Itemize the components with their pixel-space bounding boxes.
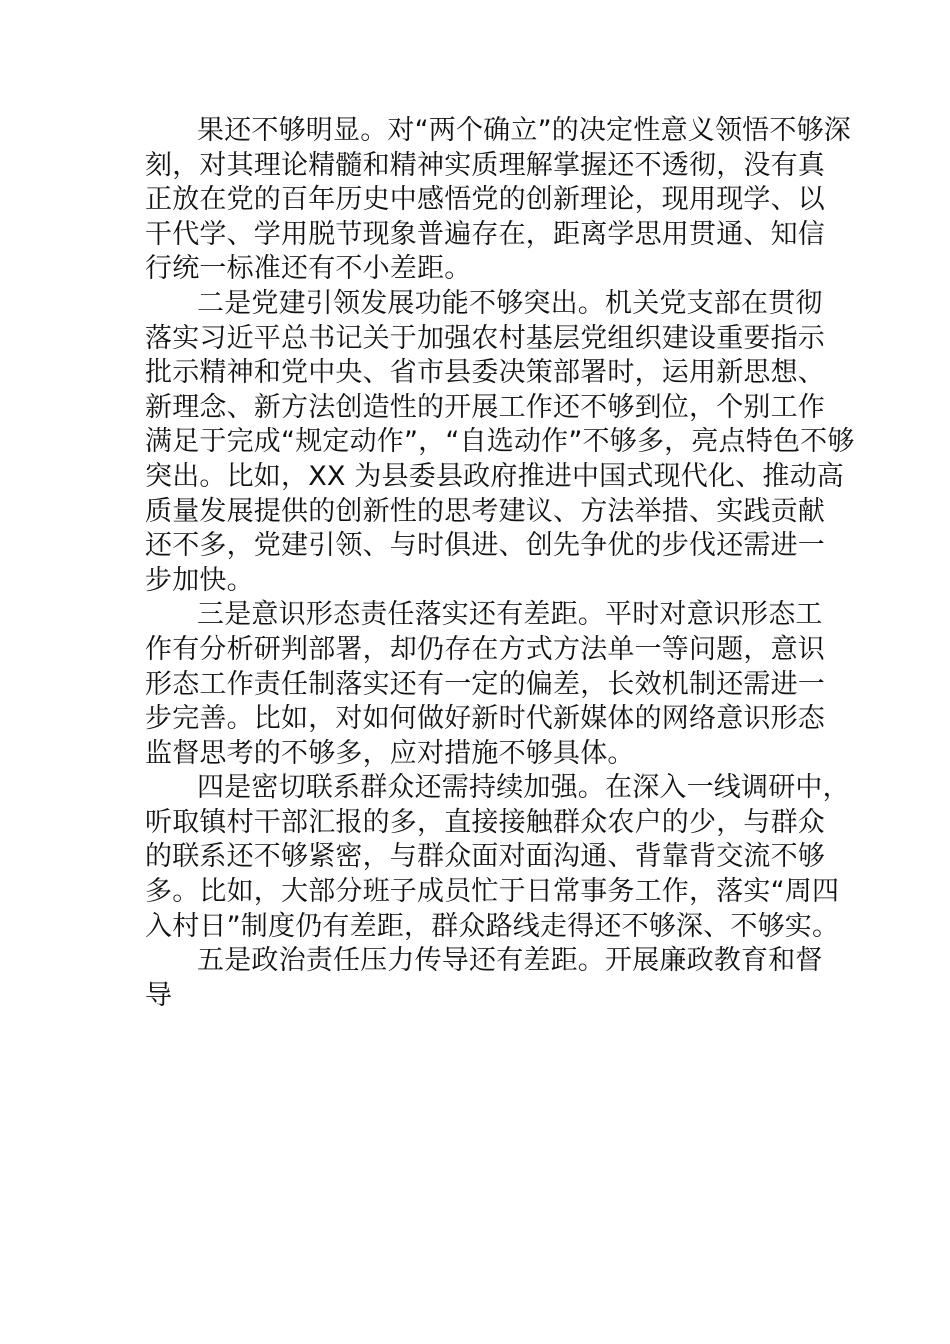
text-line: 监督思考的不够多，应对措施不够具体。: [145, 737, 635, 769]
text-line: 的联系还不够紧密，与群众面对面沟通、背靠背交流不够: [145, 841, 825, 873]
text-line: 干代学、学用脱节现象普遍存在，距离学思用贯通、知信: [145, 218, 825, 250]
text-line: 入村日”制度仍有差距，群众路线走得还不够深、不够实。: [145, 910, 840, 942]
text-line: 果还不够明显。对“两个确立”的决定性意义领悟不够深: [197, 115, 851, 146]
text-line: 满足于完成“规定动作”，“自选动作”不够多，亮点特色不够: [145, 426, 855, 458]
text-line: 新理念、新方法创造性的开展工作还不够到位，个别工作: [145, 391, 825, 423]
paragraph-party-building: [145, 287, 855, 598]
text-line: 行统一标准还有不小差距。: [145, 253, 472, 285]
paragraph-understanding-gap: [145, 114, 851, 287]
text-line: 形态工作责任制落实还有一定的偏差，长效机制还需进一: [145, 668, 825, 700]
text-line: 二是党建引领发展功能不够突出。机关党支部在贯彻: [197, 287, 823, 319]
text-line: 多。比如，大部分班子成员忙于日常事务工作，落实“周四: [145, 876, 840, 908]
text-line: 听取镇村干部汇报的多，直接接触群众农户的少，与群众: [145, 806, 825, 838]
text-line: 落实习近平总书记关于加强农村基层党组织建设重要指示: [145, 322, 825, 354]
text-line: 步完善。比如，对如何做好新时代新媒体的网络意识形态: [145, 703, 825, 735]
text-line: 三是意识形态责任落实还有差距。平时对意识形态工: [197, 599, 823, 631]
text-line: 步加快。: [145, 564, 254, 596]
text-line: 突出。比如，XX 为县委县政府推进中国式现代化、推动高: [145, 460, 844, 492]
text-line: 正放在党的百年历史中感悟党的创新理论，现用现学、以: [145, 184, 825, 216]
text-line: 导: [145, 979, 173, 1011]
text-line: 五是政治责任压力传导还有差距。开展廉政教育和督: [197, 945, 823, 977]
text-line: 质量发展提供的创新性的思考建议、方法举措、实践贡献: [145, 495, 825, 527]
text-line: 刻，对其理论精髓和精神实质理解掌握还不透彻，没有真: [145, 149, 825, 181]
text-line: 四是密切联系群众还需持续加强。在深入一线调研中，: [197, 772, 850, 804]
text-line: 还不多，党建引领、与时俱进、创先争优的步伐还需进一: [145, 530, 825, 562]
text-line: 批示精神和党中央、省市县委决策部署时，运用新思想、: [145, 357, 825, 389]
body-text: [145, 114, 855, 1013]
paragraph-mass-contact: [145, 771, 850, 944]
paragraph-ideology: [145, 598, 825, 771]
text-line: 作有分析研判部署，却仍存在方式方法单一等问题，意识: [145, 633, 825, 665]
paragraph-political-responsibility: [145, 944, 823, 1013]
